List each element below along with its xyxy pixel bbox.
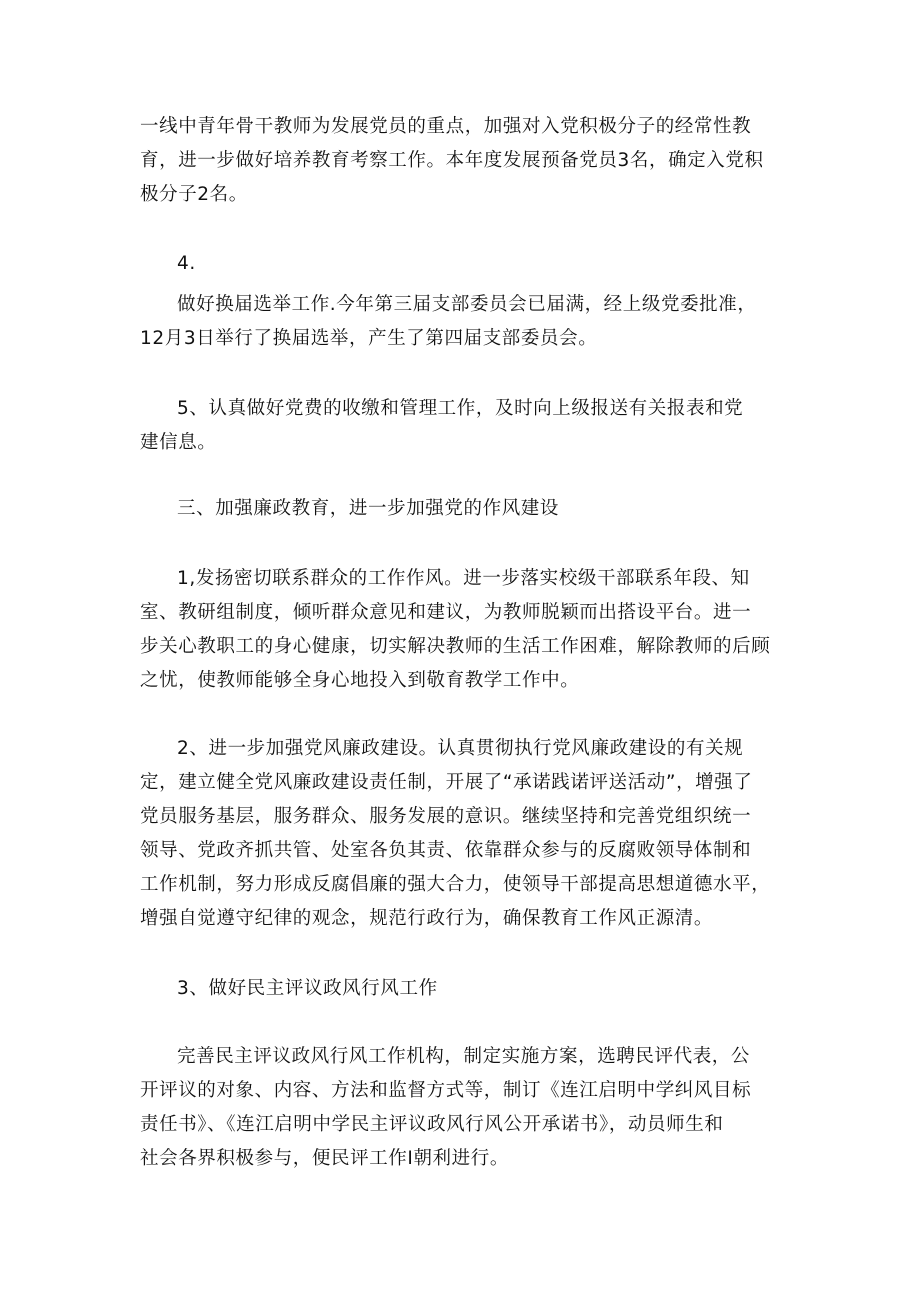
- paragraph-integrity: [140, 732, 790, 936]
- text-line: 12月3日举行了换届选举，产生了第四届支部委员会。: [140, 328, 598, 349]
- text-line: 领导、党政齐抓共管、处室各负其责、依靠群众参与的反腐败领导体制和: [140, 840, 752, 861]
- text-line: 开评议的对象、内容、方法和监督方式等，制订《连江启明中学纠风目标: [140, 1080, 752, 1101]
- text-line: 党员服务基层，服务群众、服务发展的意识。继续坚持和完善党组织统一: [140, 806, 752, 827]
- text-line: 增强自觉遵守纪律的观念，规范行政行为，确保教育工作风正源清。: [140, 908, 714, 929]
- text-line: 做好换届选举工作.今年第三届支部委员会已届满，经上级党委批准，: [177, 294, 757, 315]
- item-number-4: [140, 247, 790, 281]
- text-line: 定，建立健全党风廉政建设责任制，开展了“承诺践诺评送活动”，增强了: [140, 772, 753, 793]
- text-line: 室、教研组制度，倾听群众意见和建议，为教师脱颖而出搭设平台。进一: [140, 602, 752, 623]
- text-line: 2、进一步加强党风廉政建设。认真贯彻执行党风廉政建设的有关规: [177, 738, 744, 759]
- paragraph-work-style: [140, 562, 790, 698]
- text-line: 3、做好民主评议政风行风工作: [177, 978, 438, 999]
- paragraph-election: [140, 288, 790, 356]
- text-line: 完善民主评议政风行风工作机构，制定实施方案，选聘民评代表，公: [177, 1046, 751, 1067]
- text-line: 育，进一步做好培养教育考察工作。本年度发展预备党员3名，确定入党积: [140, 150, 764, 171]
- text-line: 步关心教职工的身心健康，切实解决教师的生活工作困难，解除教师的后顾: [140, 636, 771, 657]
- paragraph-democratic-review: [140, 1040, 790, 1176]
- section-heading-3: [140, 492, 790, 526]
- paragraph-party-development: [140, 110, 790, 212]
- text-line: 社会各界积极参与，便民评工作I朝利进行。: [140, 1148, 509, 1169]
- text-line: 三、加强廉政教育，进一步加强党的作风建设: [177, 498, 560, 519]
- text-line: 5、认真做好党费的收缴和管理工作，及时向上级报送有关报表和党: [177, 398, 744, 419]
- text-line: 1,发扬密切联系群众的工作作风。进一步落实校级干部联系年段、知: [177, 568, 750, 589]
- section-heading-item-3: [140, 972, 790, 1006]
- text-line: 极分子2名。: [140, 184, 248, 205]
- paragraph-party-dues: [140, 392, 790, 460]
- text-line: 工作机制，努力形成反腐倡廉的强大合力，使领导干部提高思想道德水平，: [140, 874, 771, 895]
- text-line: 4.: [177, 253, 196, 274]
- text-line: 之忧，使教师能够全身心地投入到敬育教学工作中。: [140, 670, 580, 691]
- text-line: 责任书》、《连江启明中学民主评议政风行风公开承诺书》，动员师生和: [140, 1114, 724, 1135]
- text-line: 一线中青年骨干教师为发展党员的重点，加强对入党积极分子的经常性教: [140, 116, 752, 137]
- text-line: 建信息。: [140, 432, 217, 453]
